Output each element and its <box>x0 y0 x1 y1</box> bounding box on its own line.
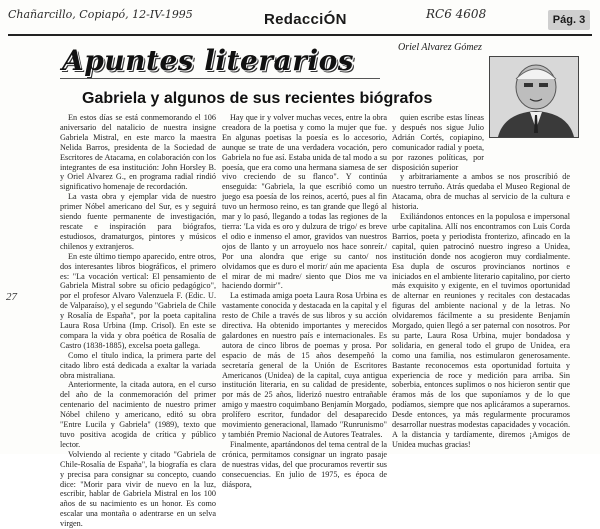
paragraph: En estos días se está conmemorando el 106 aniversario del natalicio de nuestra insigne Gabriela Mistral, en este marco la maestra Nelida Barros, presidenta de la Sociedad de Escritores de Atacama, en colaboración con los integrantes de esa institución: John Horsley B. y Oriel Alvarez G., en programa radial rindió significativo homenaje de recordación. <box>60 113 216 192</box>
paragraph: Finalmente, apartándonos del tema central de la crónica, permitamos consignar un ingrato pasaje de nuestras vidas, del que procuramos revertir sus consecuencias. En julio de 1975, es época de diáspora, <box>222 439 387 489</box>
handwritten-source-note: Chañarcillo, Copiapó, 12-IV-1995 <box>8 8 193 21</box>
banner-underline <box>60 78 380 79</box>
paragraph: Exiliándonos entonces en la populosa e impersonal urbe capitalina. Allí nos encontramos con Luis Corda Barrios, poeta y periodista fronterizo, afincado en la capital, quien patrocinó nuestro ingreso a Unidea, institución donde nos acogieron muy cordialmente. Esa dupla de oscuros provincianos nortinos e iniciados en el ambiente literario capitalino, por cierto más exquisito y exigente, en el tuvimos oportunidad de alternar en reuniones y recitales con destacadas figuras del ambiente nacional y de la letras. No olvidaremos fácilmente a su presidente Benjamín Morgado, quien llegó a ser paternal con nosotros. Por su parte, Laura Rosa Urbina, mujer bondadosa y solidaria, en general todo el grupo de Unidea, era como una familia, nos estimularon generosamente. Bastante reconocemos esta oportunidad fortuita y experiencia de roce y medición para arriba. Sin soberbia, entonces suplimos o nos hicieron sentir que éramos más de los que suponíamos y de lo que podíamos, siempre que nos aplicáramos a superarnos. Desde entonces, ya más regularmente procuramos desarrollar nuestras modestas capacidades y vocación. A la distancia y tardíamente, diremos ¡Amigos de Unidea muchas gracias! <box>392 212 570 449</box>
article-column-2 <box>222 113 387 489</box>
article-column-1 <box>60 113 216 529</box>
paragraph: Anteriormente, la citada autora, en el curso del año de la conmemoración del primer centenario del nacimiento de nuestro primer Nóbel chileno y americano, editó su obra "Entre Lucila y Gabriela" (1989), texto que tuvo positiva acogida de crítica y público lector. <box>60 380 216 449</box>
article-column-3 <box>392 113 570 450</box>
paragraph: quien escribe estas líneas y después nos sigue Julio Adrián Cortés, copiapino, comunicador radial y poeta, por razones políticas, por disposición superior <box>392 113 484 172</box>
paragraph: y arbitrariamente a ambos se nos proscribió de nuestro terruño. Atrás quedaba el Museo Regional de Atacama, obra de muchas al servicio de la cultura e historia. <box>392 172 570 212</box>
author-byline: Oriel Alvarez Gómez <box>398 42 482 53</box>
margin-handwritten-mark: 27 <box>6 291 17 303</box>
column-banner: Apuntes literarios <box>62 44 355 77</box>
paragraph: Volviendo al reciente y citado "Gabriela de Chile-Rosalía de España", la biografía es clara y precisa para consignar su concepto, cuando dice: "Morir para vivir de nuevo en la luz, escribir, hablar de Gabriela Mistral en los 100 años de su nacimiento es un honor. Es como escalar una montaña o adentrarse en un selva virgen. <box>60 449 216 529</box>
header-divider <box>8 34 592 36</box>
section-title: RedacciÓN <box>264 11 347 28</box>
page-number: Pág. 3 <box>552 14 586 26</box>
paragraph: Como el título indica, la primera parte del citado libro está dedicada a exaltar la variada obra mistraliana. <box>60 350 216 380</box>
paragraph: Hay que ir y volver muchas veces, entre la obra creadora de la poetisa y como la mujer que fue. En algunas poetisas la poesía es lo accesorio, aunque se trate de una verdadera vocación, pero Gabriela no fue así. Estaba unida de tal modo a su poesía, que era como una hermana siamesa de ser vivo creciendo de su flanco". Y continúa enseguida: "Gabriela, la que escribió como un juego esa poesía de los reinos, acertó, pues al fin tuvo un hermoso reino, es tan grande que llegó al mar y lo pasó, llegando a todas las regiones de la tierra: 'La vida es oro y dulzura de trigo/ es breve el odio e inmenso el amor, gravidos van nuestros ojos de llanto y un arroyuelo nos hace sonreír./ Por una alondra que erige su canto/ nos olvidamos que es duro el morir/ aún me apacienta el mirar de mi madre/ siento que Dios me va haciendo dormir'". <box>222 113 387 291</box>
paragraph: La vasta obra y ejemplar vida de nuestro primer Nóbel americano del Sur, es y seguirá siendo fuente permanente de investigación, rescate e inspiración para biógrafos, estudiosos, dramaturgos, pintores y músicos chilenos y extranjeros. <box>60 192 216 251</box>
handwritten-catalog-number: RC6 4608 <box>426 7 487 21</box>
article-headline: Gabriela y algunos de sus recientes biógrafos <box>82 90 433 107</box>
paragraph: La estimada amiga poeta Laura Rosa Urbina es vastamente conocida y destacada en la capital y el resto de Chile a través de sus libros y su acción directiva. Ha obtenido importantes y merecidos galardones en nuestro país e internacionales. Es autora de cinco libros de poemas y prosa. Por espacio de más de 15 años desempeñó la secretaría general de la Unión de Escritores Americanos (Unidea) de la capital, cuya antigua institución literaria, en su calidad de presidente, por más de 25 años, liderizó nuestro entrañable amigo y maestro coquimbano Benjamín Morgado, prolífero escritor, fundador del desaparecido movimiento generacional, llamado "Runrunismo" y también Premio Nacional de Autores Teatrales. <box>222 291 387 439</box>
page-number-badge <box>548 10 590 30</box>
paragraph: En este último tiempo aparecido, entre otros, dos interesantes libros biográficos, el primero es: "La vocación vertical: El pensamiento de Gabriela Mistral sobre su oficio pedagógico", por el profesor Alvaro Valenzuela F. (Edic. U. de Valparaíso), y el segundo "Gabriela de Chile y Rosalía de España", por la poeta capitalina Laura Rosa Urbina (Imp. Crisol). En este se compara la vida y obra poética de Rosalía de Castro (1838-1885), excelsa poeta gallega. <box>60 251 216 350</box>
